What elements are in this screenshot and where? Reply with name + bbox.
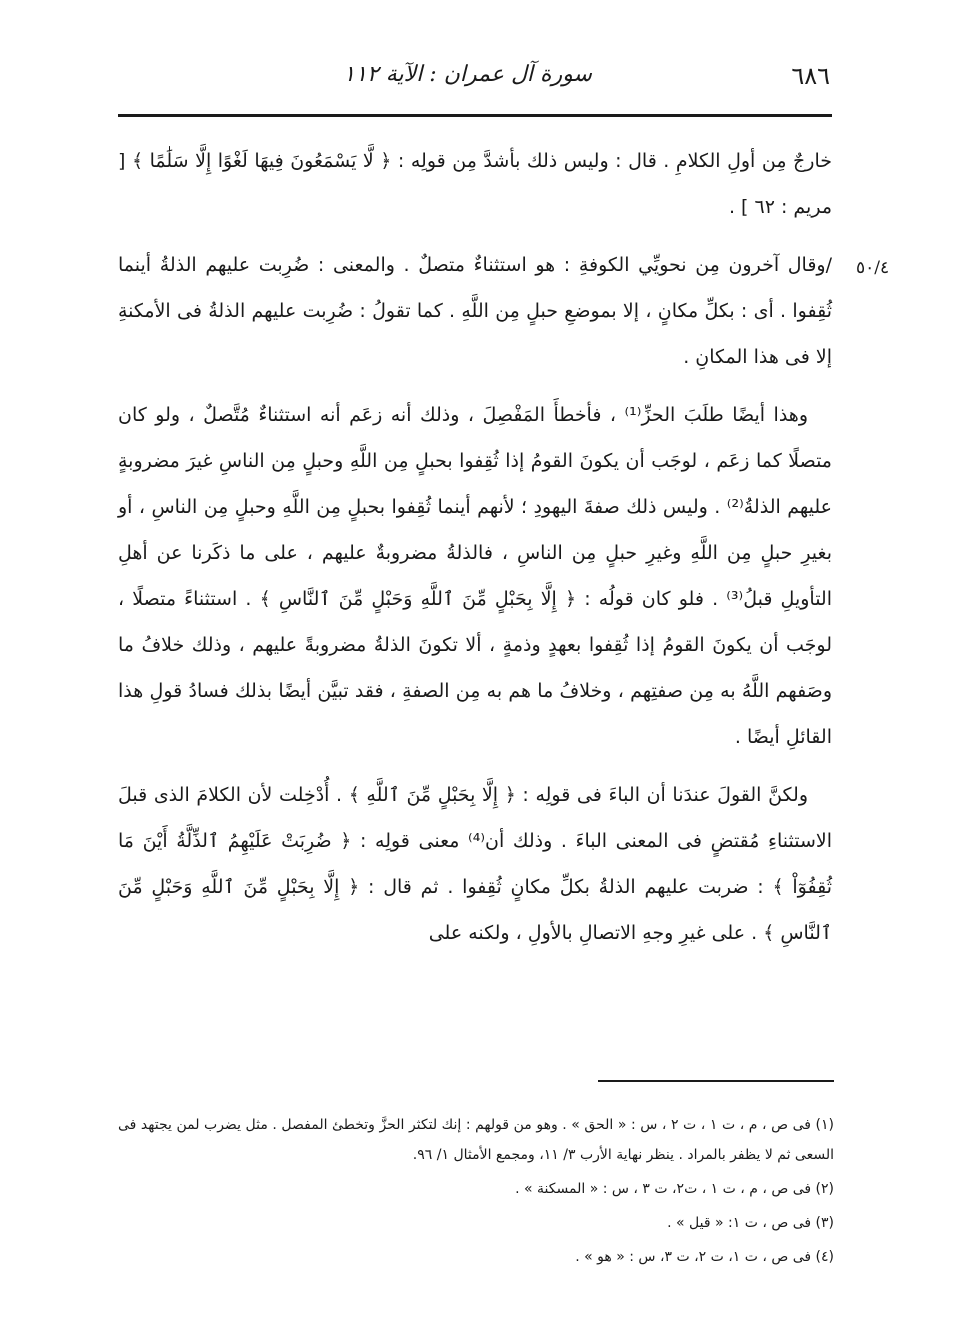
footnote-2: (٢) فى ص ، م ، ت ١ ، ت٢، ت ٣ ، س : « المسكنة » . — [515, 1181, 834, 1197]
page-header — [118, 58, 834, 98]
footnote-4: (٤) فى ص ، ت ١، ت ٢، ت ٣، س : « هو » . — [575, 1249, 834, 1265]
paragraph-4: ولكنَّ القولَ عندَنا أن الباءَ فى قولِه : ﴿ إِلَّا بِحَبْلٍ مِّنَ ٱللَّهِ ﴾ . أُدْخِلت لأن الكلامَ الذى قبلَ الاستثناءِ مُقتضٍ فى المعنى الباءَ . وذلك أن⁽⁴⁾ معنى قولِه : ﴿ ضُرِبَتْ عَلَيْهِمُ ٱلذِّلَّةُ أَيْنَ مَا ثُقِفُوٓاْ ﴾ : ضربت عليهم الذلةُ بكلِّ مكانٍ ثُقِفوا . ثم قال : ﴿ إِلَّا بِحَبْلٍ مِّنَ ٱللَّهِ وَحَبْلٍ مِّنَ ٱلنَّاسِ ﴾ . على غيرِ وجهِ الاتصالِ بالأولِ ، ولكنه على — [118, 784, 832, 944]
footnote-1: (١) فى ص ، م ، ت ١ ، ت ٢ ، س : « الحق » . وهو من قولهم : إنك لتكثر الحزَّ وتخطئ المفصل . مثل يضرب لمن يجتهد فى السعى ثم لا يظفر بالمراد . ينظر نهاية الأرب ٣/ ١١، ومجمع الأمثال ١/ ٩٦. — [118, 1117, 834, 1163]
running-title: سورة آل عمران : الآية ١١٢ — [343, 62, 592, 87]
paragraph-1: خارجٌ مِن أولِ الكلامِ . قال : وليس ذلك بأشدَّ مِن قولِه : ﴿ لَّا يَسْمَعُونَ فِيهَا لَغْوًا إِلَّا سَلَٰمًا ﴾ [ مريم : ٦٢ ] . — [118, 150, 832, 218]
margin-volume-page-marker: ٥٠/٤ — [856, 258, 890, 278]
paragraph-2: /وقال آخرون مِن نحويِّي الكوفةِ : هو استثناءٌ متصلٌ . والمعنى : ضُرِبت عليهم الذلةُ أينما ثُقِفوا . أى : بكلِّ مكانٍ ، إلا بموضعِ حبلٍ مِن اللَّهِ . كما تقولُ : ضُرِبت عليهم الذلةُ فى الأمكنةِ إلا فى هذا المكانِ . — [118, 254, 832, 368]
page-number: ٦٨٦ — [791, 62, 830, 90]
footnote-3: (٣) فى ص ، ت ١: « قيل » . — [667, 1215, 834, 1231]
footnote-rule — [598, 1080, 834, 1082]
body-text — [118, 138, 832, 968]
header-rule — [118, 114, 832, 117]
footnotes — [118, 1110, 834, 1276]
paragraph-3: وهذا أيضًا طلَبَ الحزِّ⁽¹⁾ ، فأخطأَ المَفْصِلَ ، وذلك أنه زعَم أنه استثناءٌ مُتَّصلٌ ، ولو كان متصلًا كما زعَم ، لوجَب أن يكونَ القومُ إذا ثُقِفوا بحبلٍ مِن اللَّهِ وحبلٍ مِن الناسِ غيرَ مضروبةٍ عليهم الذلةُ⁽²⁾ . وليس ذلك صفةَ اليهودِ ؛ لأنهم أينما ثُقِفوا بحبلٍ مِن اللَّهِ وحبلٍ مِن الناسِ ، أو بغيرِ حبلٍ مِن اللَّهِ وغيرِ حبلٍ مِن الناسِ ، فالذلةُ مضروبةٌ عليهم ، على ما ذكَرنا عن أهلِ التأويلِ قبلُ⁽³⁾ . فلو كان قولُه : ﴿ إِلَّا بِحَبْلٍ مِّنَ ٱللَّهِ وَحَبْلٍ مِّنَ ٱلنَّاسِ ﴾ . استثناءً متصلًا ، لوجَب أن يكونَ القومُ إذا ثُقِفوا بعهدٍ وذمةٍ ، ألا تكونَ الذلةُ مضروبةً عليهم ، وذلك خلافُ ما وصَفهم اللَّهُ به مِن صفتِهم ، وخلافُ ما هم به مِن الصفةِ ، فقد تبيَّن أيضًا بذلك فسادُ قولِ هذا القائلِ أيضًا . — [118, 404, 833, 748]
